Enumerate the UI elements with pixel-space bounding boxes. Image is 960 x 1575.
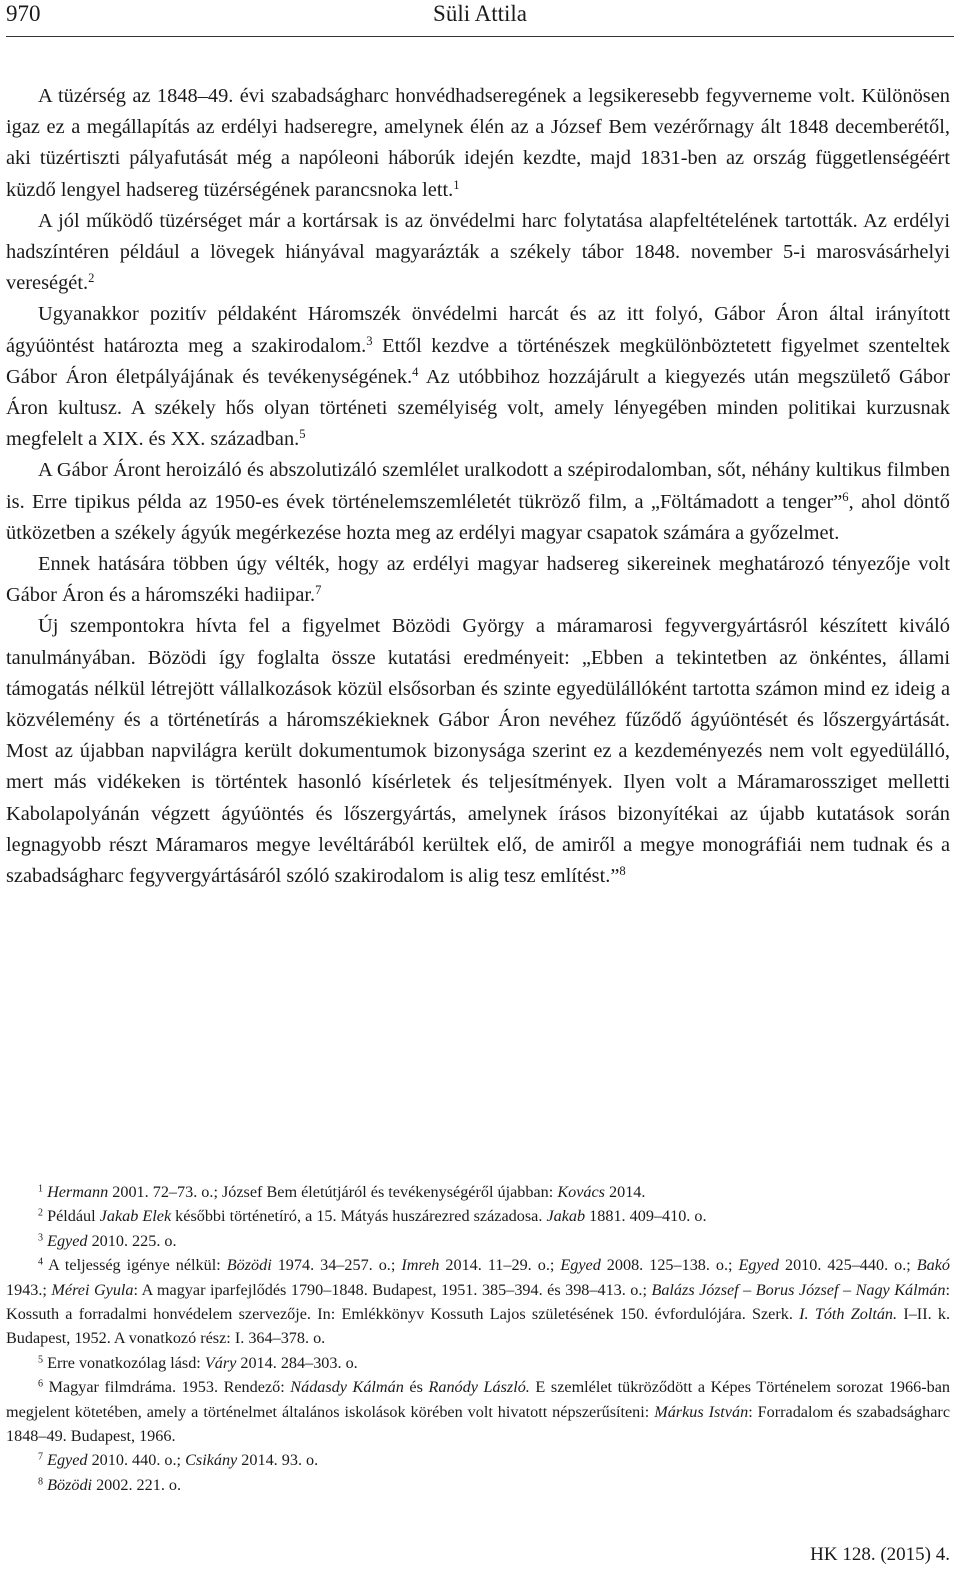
footnote bbox=[6, 1375, 950, 1448]
text-run: Ettől kezdve a történészek megkülönböztetett figyelmet szenteltek Gábor Áron életpályájának és tevékenységének. bbox=[6, 334, 950, 388]
footnote-text: 1943.; bbox=[6, 1280, 52, 1299]
footnote-text: Magyar filmdráma. 1953. Rendező: bbox=[43, 1378, 291, 1397]
footnote-marker: 7 bbox=[315, 583, 322, 598]
footnote-text: Márkus István bbox=[654, 1402, 749, 1421]
footnote-text: későbbi történetíró, a 15. Mátyás huszárezred századosa. bbox=[171, 1207, 547, 1226]
footnote-text: 2014. bbox=[604, 1183, 646, 1201]
paragraph bbox=[6, 549, 950, 611]
footnote-marker: 1 bbox=[38, 1183, 44, 1195]
footnote bbox=[6, 1448, 950, 1472]
footnote-text: Bözödi bbox=[226, 1256, 272, 1275]
footnote-marker: 5 bbox=[299, 427, 306, 442]
footnote-text: 2014. 11–29. o.; bbox=[439, 1256, 561, 1275]
header-rule bbox=[6, 36, 954, 37]
footnote-text: 2010. 225. o. bbox=[87, 1231, 177, 1250]
text-run: A jól működő tüzérséget már a kortársak is az önvédelmi harc folytatása alapfeltételének tartották. Az erdélyi hadszíntéren például a lövegek hiányával magyarázták a székely tábor 1848. november 5-i marosvásárhelyi vereségét. bbox=[6, 209, 950, 295]
footnote-text: 2008. 125–138. o.; bbox=[600, 1256, 739, 1275]
footnote bbox=[6, 1351, 950, 1375]
footnote-text: Bakó bbox=[916, 1256, 950, 1275]
footnote-text: 1974. 34–257. o.; bbox=[271, 1256, 402, 1275]
footnote-text: 1881. 409–410. o. bbox=[585, 1207, 707, 1226]
paragraph bbox=[6, 81, 950, 206]
footnote-text: : A magyar iparfejlődés 1790–1848. Budapest, 1951. 385–394. és 398–413. o.; bbox=[133, 1280, 652, 1299]
footnotes bbox=[6, 1180, 950, 1497]
running-title-author: Süli Attila bbox=[433, 1, 527, 26]
footnote bbox=[6, 1473, 950, 1497]
text-run: Új szempontokra hívta fel a figyelmet Bözödi György a máramarosi fegyvergyártásról készített kiváló tanulmányában. Bözödi így foglalta össze kutatási eredményeit: „Ebben a tekintetben az önkéntes, állami támogatás nélkül létrejött vállalkozások közül elsősorban és szinte egyedülállóként tartotta számon mind ez ideig a közvélemény és a történetírás a háromszékieknek Gábor Áron nevéhez fűződő ágyúöntését és lőszergyártását. Most az újabban napvilágra került dokumentumok bizonysága szerint ez a kezdeményezés nem volt egyedülálló, mert más vidékeken is történtek hasonló kísérletek és teljesítmények. Ilyen volt a Máramarossziget melletti Kabolapolyánán végzett ágyúöntés és lőszergyártás, amelynek írásos bizonyítékai az újabb kutatások során legnagyobb részt Máramaros megye levéltárából kerültek elő, de amiről a megye monográfiái nem tudnak és a szabadságharc fegyvergyártásáról szóló szakirodalom is alig tesz említést.” bbox=[6, 615, 950, 888]
footnote-text: Egyed bbox=[560, 1256, 601, 1275]
footnote-text: Bözödi bbox=[47, 1475, 93, 1494]
footnote-marker: 8 bbox=[38, 1476, 44, 1488]
footnote-marker: 4 bbox=[412, 364, 419, 379]
footnote-text: Jakab bbox=[546, 1207, 586, 1226]
footnote-text: Balázs József – Borus József – Nagy Kálmán bbox=[651, 1280, 946, 1299]
footnote-marker: 7 bbox=[38, 1451, 44, 1463]
footnote-text: Jakab Elek bbox=[99, 1207, 172, 1226]
footnote-marker: 1 bbox=[453, 177, 460, 192]
text-run: , ahol döntő ütközetben a székely ágyúk megérkezése hozta meg az erdélyi magyar csapatok számára a győzelmet. bbox=[6, 490, 950, 544]
footnote bbox=[6, 1253, 950, 1351]
footnote-text: Csikány bbox=[185, 1451, 238, 1470]
footnote-marker: 6 bbox=[38, 1378, 44, 1390]
footnote-text: : Kossuth a forradalmi honvédelem szervezője. In: Emlékkönyv Kossuth Lajos születésének 150. évfordulójára. Szerk. bbox=[6, 1280, 950, 1324]
footnote bbox=[6, 1180, 950, 1204]
footnote-text: Például bbox=[43, 1207, 100, 1226]
footnote bbox=[6, 1204, 950, 1228]
footnote-text: Erre vonatkozólag lásd: bbox=[43, 1353, 205, 1372]
body-text bbox=[6, 81, 950, 892]
footnote-text: 2010. 440. o.; bbox=[87, 1451, 186, 1470]
page-number: 970 bbox=[6, 1, 41, 26]
footnote-marker: 2 bbox=[88, 271, 95, 286]
footnote-text: Kovács bbox=[557, 1183, 605, 1201]
footnote-text: Nádasdy Kálmán bbox=[290, 1378, 404, 1397]
footnote-text: Imreh bbox=[401, 1256, 440, 1275]
paragraph bbox=[6, 611, 950, 892]
text-run: A tüzérség az 1848–49. évi szabadságharc honvédhadseregének a legsikeresebb fegyverneme volt. Különösen igaz ez a megállapítás az erdélyi hadseregre, amelynek élén az a József Bem vezérőrnagy ált 1848 decemberétől, aki tüzértiszti pályafutását még a napóleoni háborúk idején kezdte, majd 1831-ben az ország függetlenségéért küzdő lengyel hadsereg tüzérségének parancsnoka lett. bbox=[6, 85, 950, 201]
footnote-text: 2014. 93. o. bbox=[237, 1451, 319, 1470]
footnote-text: A teljesség igénye nélkül: bbox=[43, 1256, 227, 1275]
footnote-text: 2002. 221. o. bbox=[92, 1475, 182, 1494]
text-run: Ugyanakkor pozitív példaként Háromszék önvédelmi harcát és az itt folyó, Gábor Áron által irányított ágyúöntést határozta meg a szakirodalom. bbox=[6, 303, 950, 357]
footnote-text: Mérei Gyula bbox=[51, 1280, 134, 1299]
footnote-marker: 8 bbox=[619, 864, 626, 879]
footnote-text: Egyed bbox=[738, 1256, 779, 1275]
text-run: Ennek hatására többen úgy vélték, hogy az erdélyi magyar hadsereg sikereinek meghatározó tényezője volt Gábor Áron és a háromszéki hadiipar. bbox=[6, 553, 950, 607]
paragraph bbox=[6, 299, 950, 455]
footnote-text: 2014. 284–303. o. bbox=[236, 1353, 358, 1372]
footnote-marker: 3 bbox=[366, 333, 373, 348]
footnote bbox=[6, 1229, 950, 1253]
footnote-marker: 6 bbox=[842, 489, 849, 504]
text-run: A Gábor Áront heroizáló és abszolutizáló szemlélet uralkodott a szépirodalomban, sőt, néhány kultikus filmben is. Erre tipikus példa az 1950-es évek történelemszemléletét tükröző film, a „Föltámadott a tenger” bbox=[6, 459, 950, 513]
footnote-text: és bbox=[403, 1378, 429, 1397]
footnote-text: Egyed bbox=[47, 1451, 88, 1470]
footnote-text: E szemlélet tükröződött a Képes Történelem sorozat 1966-ban megjelent kötetében, amely a történelmet általános iskolások körében volt hivatott népszerűsíteni: bbox=[6, 1378, 950, 1421]
paragraph bbox=[6, 455, 950, 549]
footnote-marker: 4 bbox=[38, 1256, 44, 1268]
text-run: Az utóbbihoz hozzájárult a kiegyezés után megszülető Gábor Áron kultusz. A székely hős olyan történeti személyiség volt, amely lényegében minden politikai kurzusnak megfelelt a XIX. és XX. században. bbox=[6, 365, 950, 451]
footnote-text: I. Tóth Zoltán. bbox=[799, 1305, 898, 1324]
footnote-text: 2010. 425–440. o.; bbox=[779, 1256, 917, 1275]
paragraph bbox=[6, 206, 950, 300]
footnote-text: : Forradalom és szabadságharc 1848–49. Budapest, 1966. bbox=[6, 1402, 951, 1446]
footnote-text: 2001. 72–73. o.; József Bem életútjáról és tevékenységéről újabban: bbox=[108, 1183, 558, 1201]
footnote-text: Ranódy László. bbox=[428, 1378, 530, 1397]
footnote-marker: 2 bbox=[38, 1207, 44, 1219]
footnote-text: Egyed bbox=[47, 1231, 88, 1250]
journal-reference: HK 128. (2015) 4. bbox=[810, 1544, 950, 1565]
footnote-text: Váry bbox=[204, 1353, 237, 1372]
running-head bbox=[6, 0, 954, 30]
footnote-marker: 3 bbox=[38, 1232, 44, 1244]
footnote-marker: 5 bbox=[38, 1354, 44, 1366]
footnote-text: Hermann bbox=[47, 1183, 109, 1201]
footnote-text: I–II. k. Budapest, 1952. A vonatkozó rész: I. 364–378. o. bbox=[6, 1305, 951, 1348]
